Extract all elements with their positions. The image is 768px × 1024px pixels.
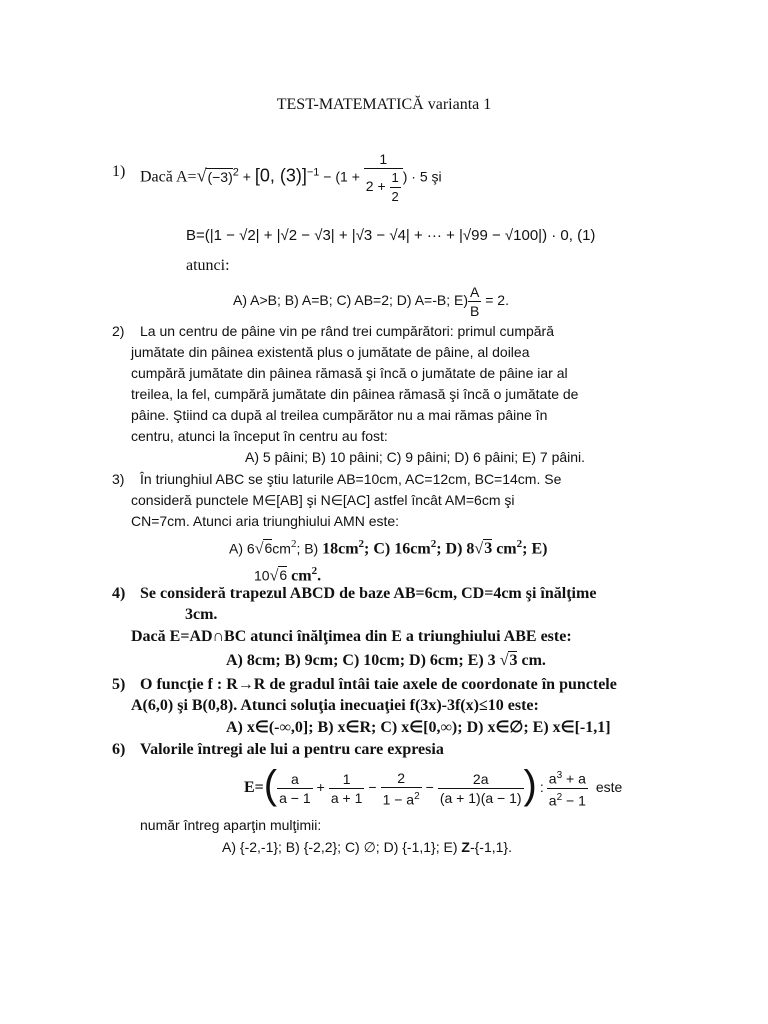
question-1-expression-b: B=(|1 − √2| + |√2 − √3| + |√3 − √4| + ··· + |√99 − √100|) · 0, (1) [186,227,596,244]
question-5-line-1: O funcţie f : R→R de gradul întâi taie axele de coordonate în punctele [140,676,617,693]
question-4-line-3: Dacă E=AD∩BC atunci înălţimea din E a triunghiului ABE este: [131,628,572,645]
question-2-line-2: jumătate din pâinea existentă plus o jumătate de pâine, al doilea [131,344,530,360]
question-4-answers: A) 8cm; B) 9cm; C) 10cm; D) 6cm; E) 3 √3 cm. [226,652,546,669]
question-6-number: 6) [112,741,126,758]
question-4-line-1: Se consideră trapezul ABCD de baze AB=6cm, CD=4cm şi înălţime [140,585,597,602]
question-1-answers: A) A>B; B) A=B; C) AB=2; D) A=-B; E) $\frac{A}{B}$ = 2. [233,283,509,319]
question-6-line-3: număr întreg aparţin mulţimii: [140,817,322,833]
question-4-number: 4) [112,585,126,602]
question-2-line-3: cumpără jumătate din pâinea rămasă şi încă o jumătate de pâine iar al [131,365,568,381]
question-2-answers: A) 5 pâini; B) 10 pâini; C) 9 pâini; D) 6 pâini; E) 7 pâini. [245,449,586,465]
question-5-answers: A) x∈(-∞,0]; B) x∈R; C) x∈[0,∞); D) x∈∅; E) x∈[-1,1] [226,719,611,736]
question-3-line-3: CN=7cm. Atunci aria triunghiului AMN este: [131,513,400,529]
page-title: TEST-MATEMATICĂ varianta 1 [276,96,492,113]
question-2-line-1: La un centru de pâine vin pe rând trei cumpărători: primul cumpără [140,323,554,339]
question-4-line-2: 3cm. [185,606,218,623]
question-3-number: 3) [112,471,125,487]
question-3-answer-e: 10√6 $cm^2$. [254,565,322,585]
question-1-number: 1) [112,163,126,180]
question-1-expression-a: Dacă $A=√(-3)^2 + [0$, (3)]$^{-1}$ − (1 + 1 2 + $\frac{1}{2}$ ) · 5 şi [140,151,442,204]
question-2-number: 2) [112,323,125,339]
question-3-line-2: consideră punctele M∈[AB] şi N∈[AC] astfel încât AM=6cm şi [131,492,515,508]
question-2-line-6: centru, atunci la început în centru au fost: [131,428,388,444]
question-3-answers: A) $6√6cm^2$; B) $18cm^2$; C) $16cm^2$; D) 8√3 $cm^2$; E) [229,538,548,558]
question-3-line-1: În triunghiul ABC se ştiu laturile AB=10cm, AC=12cm, BC=14cm. Se [140,471,562,487]
question-6-line-1: Valorile întregi ale lui a pentru care expresia [140,741,444,758]
question-6-expression: E=( $\frac{a}{a - 1}$ + $\frac{1}{a + 1}$ − $\frac{2}{1 - a^2}$ − $\frac{2a}{(a + 1)(a - 1)}$ ) : $\frac{a^3 + a}{a^2 - 1}$ este [244,763,623,809]
question-5-line-2: A(6,0) şi B(0,8). Atunci soluţia inecuaţiei f(3x)-3f(x)≤10 este: [131,697,539,714]
question-1-atunci: atunci: [186,257,230,274]
question-5-number: 5) [112,676,126,693]
question-2-line-4: treilea, la fel, cumpără jumătate din pâinea rămasă şi încă o jumătate de [131,386,579,402]
question-6-answers: A) {-2,-1}; B) {-2,2}; C) ∅; D) {-1,1}; E) Z-{-1,1}. [222,839,512,855]
question-2-line-5: pâine. Ştiind ca după al treilea cumpărător nu a mai rămas pâine în [131,407,548,423]
